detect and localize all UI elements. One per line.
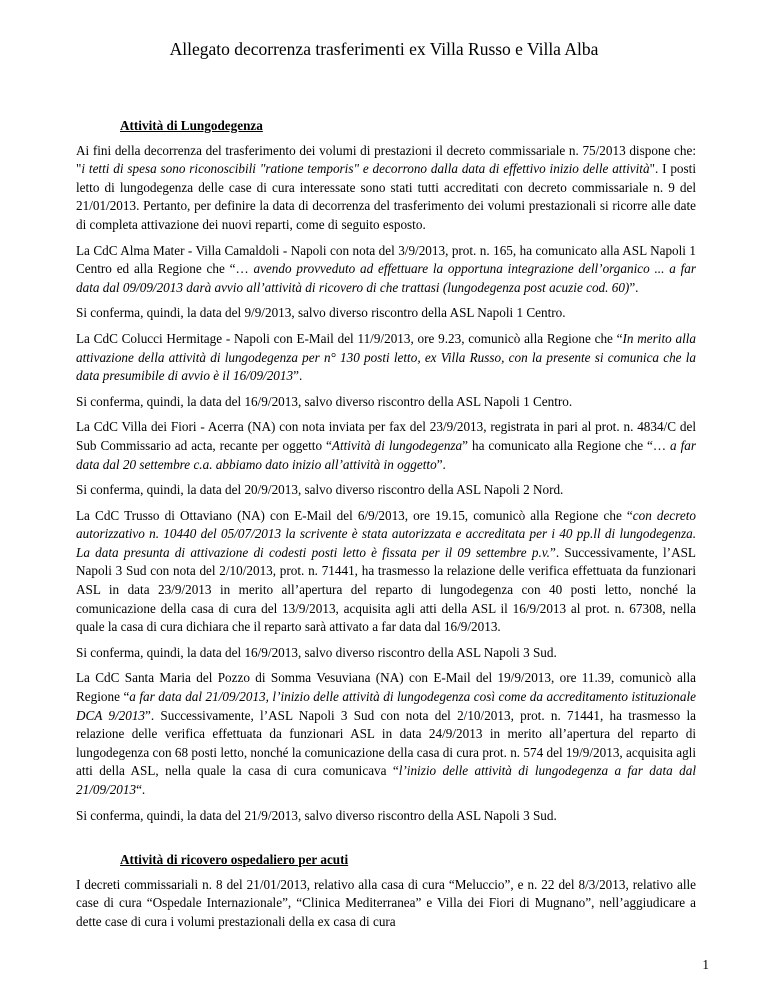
paragraph: Si conferma, quindi, la data del 21/9/2013, salvo diverso riscontro della ASL Napoli 3 Sud. (76, 807, 557, 823)
paragraph: Si conferma, quindi, la data del 16/9/2013, salvo diverso riscontro della ASL Napoli 1 Centro. (76, 393, 573, 409)
paragraph: La CdC Santa Maria del Pozzo di Somma Vesuviana (NA) con E-Mail del 19/9/2013, ore 11.39, comunicò alla Regione “a far data dal 21/09/2013, l’inizio delle attività di lungodegenza così come da accreditamento istituzionale DCA 9/2013”. Successivamente, l’ASL Napoli 3 Sud con nota del 2/10/2013, prot. n. 71441, ha trasmesso la relazione delle verifica effettuata da funzionari ASL in data 24/9/2013 in merito all’apertura del reparto di lungodegenza con 68 posti letto, nonché la comunicazione della casa di cura prot. n. 574 del 19/9/2013, acquisita agli atti della ASL, nella quale la casa di cura comunicava “l’inizio delle attività di lungodegenza a far data dal 21/09/2013“. (76, 670, 696, 797)
document-body (76, 117, 696, 939)
spacer (76, 832, 696, 851)
paragraph: I decreti commissariali n. 8 del 21/01/2013, relativo alla casa di cura “Meluccio”, e n. 22 del 8/3/2013, relativo alle case di cura “Ospedale Internazionale”, “Clinica Mediterranea” e Villa dei Fiori di Mugnano”, nell’aggiudicare a dette case di cura i volumi prestazionali della ex casa di cura (76, 876, 696, 929)
paragraph: Si conferma, quindi, la data del 16/9/2013, salvo diverso riscontro della ASL Napoli 3 Sud. (76, 644, 557, 660)
paragraph: Si conferma, quindi, la data del 9/9/2013, salvo diverso riscontro della ASL Napoli 1 Centro. (76, 305, 566, 321)
paragraph: La CdC Colucci Hermitage - Napoli con E-Mail del 11/9/2013, ore 9.23, comunicò alla Regione che “In merito alla attivazione della attività di lungodegenza per n° 130 posti letto, ex Villa Russo, con la presente si comunica che la data presumibile di avvio è il 16/09/2013”. (76, 330, 697, 384)
paragraph: La CdC Villa dei Fiori - Acerra (NA) con nota inviata per fax del 23/9/2013, registrata in pari al prot. n. 4834/C del Sub Commissario ad acta, recante per oggetto “Attività di lungodegenza” ha comunicato alla Regione che “… a far data dal 20 settembre c.a. abbiamo dato inizio all’attività in oggetto”. (76, 419, 696, 472)
page-header: Allegato decorrenza trasferimenti ex Villa Russo e Villa Alba (169, 39, 599, 59)
paragraph: La CdC Alma Mater - Villa Camaldoli - Napoli con nota del 3/9/2013, prot. n. 165, ha comunicato alla ASL Napoli 1 Centro ed alla Regione che “… avendo provveduto ad effettuare la opportuna integrazione dell’organico ... a far data dal 09/09/2013 darà avvio all’attività di ricovero di che trattasi (lungodegenza post acuzie cod. 60)”. (76, 242, 696, 295)
page-number: 1 (702, 957, 709, 972)
section-title-ricovero: Attività di ricovero ospedaliero per acuti (120, 852, 349, 868)
paragraph: Si conferma, quindi, la data del 20/9/2013, salvo diverso riscontro della ASL Napoli 2 Nord. (76, 482, 564, 498)
paragraph: La CdC Trusso di Ottaviano (NA) con E-Mail del 6/9/2013, ore 19.15, comunicò alla Regione che “con decreto autorizzativo n. 10440 del 05/07/2013 la scrivente è stata autorizzata e accreditata per i 40 pp.ll di lungodegenza. La data presunta di attivazione di codesti posti letto è fissata per il 09 settembre p.v.”. Successivamente, l’ASL Napoli 3 Sud con nota del 2/10/2013, prot. n. 71441, ha trasmesso la relazione delle verifica effettuata da funzionari ASL in data 23/9/2013 in merito all’apertura del reparto di lungodegenza con 40 posti letto, nonché la comunicazione della casa di cura del 13/9/2013, acquisita agli atti della ASL il 16/9/2013 al prot. n. 67308, nella quale la casa di cura dichiara che il reparto sarà attivato a far data dal 16/9/2013. (76, 507, 696, 635)
paragraph: Ai fini della decorrenza del trasferimento dei volumi di prestazioni il decreto commissariale n. 75/2013 dispone che: "i tetti di spesa sono riconoscibili "ratione temporis" e decorrono dalla data di effettivo inizio delle attività". I posti letto di lungodegenza delle case di cura interessate sono stati tutti accreditati con decreto commissariale n. 9 del 21/01/2013. Pertanto, per definire la data di decorrenza del trasferimento dei volumi prestazionali si ricorre alle date di completa attivazione dei nuovi reparti, come di seguito esposto. (76, 142, 696, 232)
section-title-lungodegenza: Attività di Lungodegenza (120, 118, 263, 133)
